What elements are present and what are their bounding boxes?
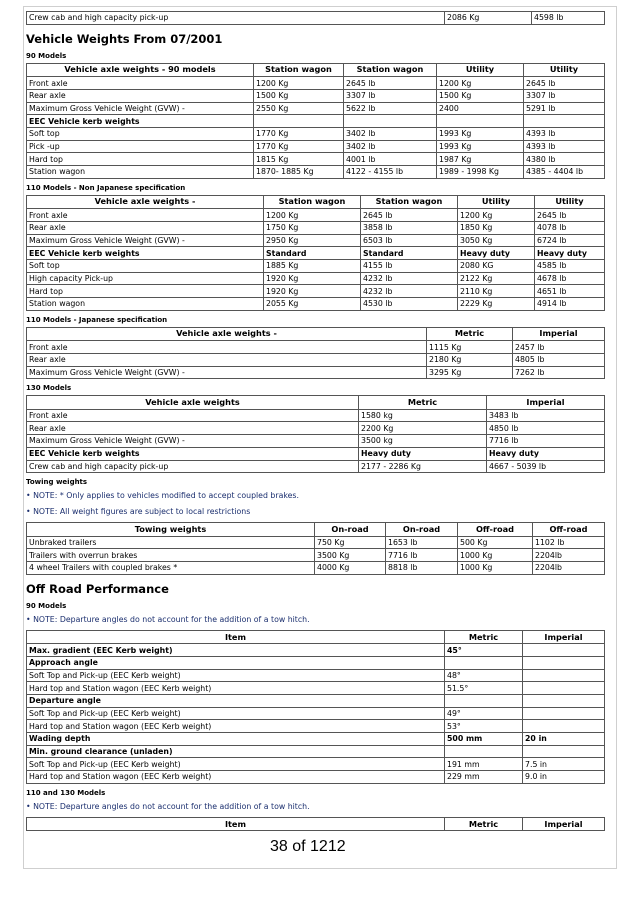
row-label: Trailers with overrun brakes bbox=[27, 549, 315, 562]
row-label: Maximum Gross Vehicle Weight (GVW) - bbox=[27, 435, 359, 448]
value-cell: 3402 lb bbox=[344, 127, 437, 140]
value-cell bbox=[523, 745, 605, 758]
table-row bbox=[27, 209, 605, 222]
value-cell: 2204lb bbox=[533, 562, 605, 575]
table-row bbox=[27, 644, 605, 657]
value-cell: 4078 lb bbox=[535, 221, 605, 234]
row-label: EEC Vehicle kerb weights bbox=[27, 447, 359, 460]
value-cell: 4000 Kg bbox=[315, 562, 386, 575]
value-cell: Standard bbox=[264, 247, 361, 260]
value-cell: 2180 Kg bbox=[427, 353, 513, 366]
note-text: NOTE: Departure angles do not account for the addition of a tow hitch. bbox=[33, 801, 310, 811]
value-cell: 1500 Kg bbox=[437, 89, 524, 102]
value-cell: 2122 Kg bbox=[458, 272, 535, 285]
table-90-models bbox=[26, 63, 605, 179]
value-cell: 2177 - 2286 Kg bbox=[359, 460, 487, 473]
value-cell bbox=[445, 656, 523, 669]
value-cell: 1200 Kg bbox=[264, 209, 361, 222]
table-row bbox=[27, 366, 605, 379]
value-cell bbox=[523, 695, 605, 708]
table-110-japanese bbox=[26, 327, 605, 380]
column-header: Utility bbox=[535, 195, 605, 209]
column-header: Metric bbox=[427, 327, 513, 341]
value-cell: 4393 lb bbox=[524, 140, 605, 153]
value-cell bbox=[523, 720, 605, 733]
table-130-models bbox=[26, 395, 605, 473]
table-row bbox=[27, 127, 605, 140]
value-cell: 1200 Kg bbox=[254, 77, 344, 90]
table-row bbox=[27, 89, 605, 102]
note-text: NOTE: All weight figures are subject to local restrictions bbox=[33, 507, 251, 517]
value-cell: 1993 Kg bbox=[437, 140, 524, 153]
value-cell: 3858 lb bbox=[361, 221, 458, 234]
table-row bbox=[27, 549, 605, 562]
row-label: EEC Vehicle kerb weights bbox=[27, 115, 254, 128]
column-header: Imperial bbox=[513, 327, 605, 341]
table-row bbox=[27, 562, 605, 575]
table-towing bbox=[26, 522, 605, 575]
value-cell: 1102 lb bbox=[533, 536, 605, 549]
empty-cell bbox=[437, 115, 524, 128]
subheading-90-models: 90 Models bbox=[26, 51, 67, 60]
value-cell: 3295 Kg bbox=[427, 366, 513, 379]
row-label: Station wagon bbox=[27, 298, 264, 311]
table-offroad-110-130 bbox=[26, 817, 605, 832]
row-label: Maximum Gross Vehicle Weight (GVW) - bbox=[27, 234, 264, 247]
value-cell: Heavy duty bbox=[535, 247, 605, 260]
row-label: Crew cab and high capacity pick-up bbox=[27, 460, 359, 473]
row-label: Unbraked trailers bbox=[27, 536, 315, 549]
row-label: Hard top and Station wagon (EEC Kerb weight) bbox=[27, 771, 445, 784]
value-cell: 7.5 in bbox=[523, 758, 605, 771]
row-label: Departure angle bbox=[27, 695, 445, 708]
column-header: Item bbox=[27, 817, 445, 831]
column-header: Imperial bbox=[523, 817, 605, 831]
value-cell: 1500 Kg bbox=[254, 89, 344, 102]
value-cell: 2550 Kg bbox=[254, 102, 344, 115]
row-label: Soft Top and Pick-up (EEC Kerb weight) bbox=[27, 669, 445, 682]
table-header-row bbox=[27, 817, 605, 831]
value-cell: 2645 lb bbox=[524, 77, 605, 90]
row-label: Hard top and Station wagon (EEC Kerb weight) bbox=[27, 682, 445, 695]
page-number: 38 of 1212 bbox=[270, 838, 346, 855]
table-row bbox=[27, 656, 605, 669]
value-cell: 1987 Kg bbox=[437, 153, 524, 166]
column-header: Station wagon bbox=[254, 63, 344, 77]
row-label: Maximum Gross Vehicle Weight (GVW) - bbox=[27, 102, 254, 115]
value-cell: 5291 lb bbox=[524, 102, 605, 115]
value-cell bbox=[523, 644, 605, 657]
table-110-models bbox=[26, 195, 605, 311]
value-cell: 5622 lb bbox=[344, 102, 437, 115]
value-cell: 20 in bbox=[523, 733, 605, 746]
value-cell: 4914 lb bbox=[535, 298, 605, 311]
value-cell: 1885 Kg bbox=[264, 259, 361, 272]
table-row bbox=[27, 77, 605, 90]
table-row bbox=[27, 720, 605, 733]
value-cell: 4585 lb bbox=[535, 259, 605, 272]
table-row bbox=[27, 115, 605, 128]
value-cell: Heavy duty bbox=[458, 247, 535, 260]
column-header: Utility bbox=[458, 195, 535, 209]
value-cell bbox=[523, 682, 605, 695]
value-cell: 3483 lb bbox=[487, 409, 605, 422]
row-label: Soft top bbox=[27, 127, 254, 140]
value-cell: 750 Kg bbox=[315, 536, 386, 549]
table-row bbox=[27, 140, 605, 153]
value-cell: 6724 lb bbox=[535, 234, 605, 247]
value-cell: 2229 Kg bbox=[458, 298, 535, 311]
value-cell: 4530 lb bbox=[361, 298, 458, 311]
column-header: Vehicle axle weights - 90 models bbox=[27, 63, 254, 77]
value-cell: 8818 lb bbox=[386, 562, 458, 575]
column-header: Metric bbox=[445, 817, 523, 831]
value-cell: 2110 Kg bbox=[458, 285, 535, 298]
column-header: Metric bbox=[359, 396, 487, 410]
column-header: Off-road bbox=[533, 523, 605, 537]
table-row bbox=[27, 166, 605, 179]
row-label: Soft Top and Pick-up (EEC Kerb weight) bbox=[27, 758, 445, 771]
value-cell: 1770 Kg bbox=[254, 127, 344, 140]
table-row bbox=[27, 341, 605, 354]
value-cell: 4232 lb bbox=[361, 272, 458, 285]
value-cell bbox=[523, 707, 605, 720]
column-header: Metric bbox=[445, 630, 523, 644]
subheading-towing: Towing weights bbox=[26, 478, 88, 487]
value-cell: Heavy duty bbox=[487, 447, 605, 460]
value-cell: 1815 Kg bbox=[254, 153, 344, 166]
value-cell: 2645 lb bbox=[535, 209, 605, 222]
value-cell: 229 mm bbox=[445, 771, 523, 784]
value-cell: 1200 Kg bbox=[437, 77, 524, 90]
table-row bbox=[27, 409, 605, 422]
table-row bbox=[27, 460, 605, 473]
value-cell: 4393 lb bbox=[524, 127, 605, 140]
value-cell: 49° bbox=[445, 707, 523, 720]
note-text: NOTE: Departure angles do not account for the addition of a tow hitch. bbox=[33, 614, 310, 624]
column-header: Imperial bbox=[487, 396, 605, 410]
value-cell bbox=[445, 745, 523, 758]
column-header: Station wagon bbox=[361, 195, 458, 209]
row-label: Station wagon bbox=[27, 166, 254, 179]
row-label: Hard top bbox=[27, 285, 264, 298]
table-row bbox=[27, 536, 605, 549]
table-row bbox=[27, 435, 605, 448]
table-header-row bbox=[27, 523, 605, 537]
value-cell: 9.0 in bbox=[523, 771, 605, 784]
row-label: Maximum Gross Vehicle Weight (GVW) - bbox=[27, 366, 427, 379]
value-cell: 4667 - 5039 lb bbox=[487, 460, 605, 473]
heading-off-road: Off Road Performance bbox=[26, 581, 169, 596]
metric-cell: 2086 Kg bbox=[445, 12, 532, 25]
value-cell: 2204lb bbox=[533, 549, 605, 562]
value-cell: 1000 Kg bbox=[458, 562, 533, 575]
column-header: Vehicle axle weights - bbox=[27, 195, 264, 209]
table-row bbox=[27, 733, 605, 746]
row-label: Front axle bbox=[27, 409, 359, 422]
heading-vehicle-weights: Vehicle Weights From 07/2001 bbox=[26, 31, 223, 46]
value-cell: 3402 lb bbox=[344, 140, 437, 153]
row-label: Front axle bbox=[27, 341, 427, 354]
row-label: Hard top and Station wagon (EEC Kerb weight) bbox=[27, 720, 445, 733]
table-row bbox=[27, 234, 605, 247]
value-cell bbox=[523, 656, 605, 669]
table-row bbox=[27, 758, 605, 771]
note-text: NOTE: * Only applies to vehicles modified to accept coupled brakes. bbox=[33, 491, 299, 501]
empty-cell bbox=[344, 115, 437, 128]
row-label: Crew cab and high capacity pick-up bbox=[27, 12, 445, 25]
table-row bbox=[27, 447, 605, 460]
row-label: High capacity Pick-up bbox=[27, 272, 264, 285]
subheading-130-models: 130 Models bbox=[26, 384, 72, 393]
table-row bbox=[27, 221, 605, 234]
value-cell: 7716 lb bbox=[386, 549, 458, 562]
table-row bbox=[27, 259, 605, 272]
empty-cell bbox=[254, 115, 344, 128]
column-header: On-road bbox=[386, 523, 458, 537]
value-cell: 2950 Kg bbox=[264, 234, 361, 247]
row-label: Wading depth bbox=[27, 733, 445, 746]
value-cell: 4678 lb bbox=[535, 272, 605, 285]
value-cell: 2645 lb bbox=[344, 77, 437, 90]
column-header: On-road bbox=[315, 523, 386, 537]
value-cell: 53° bbox=[445, 720, 523, 733]
table-row bbox=[27, 285, 605, 298]
value-cell: 1920 Kg bbox=[264, 272, 361, 285]
note-local-restrictions: • NOTE: All weight figures are subject to local restrictions bbox=[26, 507, 251, 517]
value-cell: 4385 - 4404 lb bbox=[524, 166, 605, 179]
subheading-110-japanese: 110 Models - Japanese specification bbox=[26, 315, 168, 324]
column-header: Utility bbox=[524, 63, 605, 77]
imperial-cell: 4598 lb bbox=[532, 12, 605, 25]
column-header: Station wagon bbox=[264, 195, 361, 209]
subheading-offroad-90: 90 Models bbox=[26, 601, 67, 610]
value-cell: 2080 KG bbox=[458, 259, 535, 272]
table-offroad-90 bbox=[26, 630, 605, 784]
column-header: Utility bbox=[437, 63, 524, 77]
top-continuation-table bbox=[26, 11, 605, 25]
value-cell: 500 mm bbox=[445, 733, 523, 746]
value-cell: Standard bbox=[361, 247, 458, 260]
table-header-row bbox=[27, 195, 605, 209]
page-content bbox=[26, 11, 604, 831]
table-row bbox=[27, 12, 605, 25]
table-header-row bbox=[27, 630, 605, 644]
row-label: Front axle bbox=[27, 209, 264, 222]
row-label: Soft Top and Pick-up (EEC Kerb weight) bbox=[27, 707, 445, 720]
value-cell: 1750 Kg bbox=[264, 221, 361, 234]
value-cell: 4122 - 4155 lb bbox=[344, 166, 437, 179]
value-cell: 1870- 1885 Kg bbox=[254, 166, 344, 179]
row-label: Rear axle bbox=[27, 353, 427, 366]
value-cell: 1770 Kg bbox=[254, 140, 344, 153]
row-label: Rear axle bbox=[27, 422, 359, 435]
table-row bbox=[27, 745, 605, 758]
value-cell: 1653 lb bbox=[386, 536, 458, 549]
value-cell: 3307 lb bbox=[344, 89, 437, 102]
value-cell: 4001 lb bbox=[344, 153, 437, 166]
column-header: Item bbox=[27, 630, 445, 644]
value-cell: 6503 lb bbox=[361, 234, 458, 247]
table-header-row bbox=[27, 396, 605, 410]
value-cell: 1115 Kg bbox=[427, 341, 513, 354]
row-label: Pick -up bbox=[27, 140, 254, 153]
row-label: Front axle bbox=[27, 77, 254, 90]
column-header: Vehicle axle weights - bbox=[27, 327, 427, 341]
value-cell: 1850 Kg bbox=[458, 221, 535, 234]
row-label: 4 wheel Trailers with coupled brakes * bbox=[27, 562, 315, 575]
column-header: Off-road bbox=[458, 523, 533, 537]
value-cell: 51.5° bbox=[445, 682, 523, 695]
value-cell: 45° bbox=[445, 644, 523, 657]
column-header: Station wagon bbox=[344, 63, 437, 77]
row-label: Rear axle bbox=[27, 221, 264, 234]
value-cell: 2400 bbox=[437, 102, 524, 115]
value-cell: 1989 - 1998 Kg bbox=[437, 166, 524, 179]
value-cell: 4155 lb bbox=[361, 259, 458, 272]
table-row bbox=[27, 771, 605, 784]
subheading-offroad-110-130: 110 and 130 Models bbox=[26, 788, 106, 797]
table-row bbox=[27, 353, 605, 366]
value-cell: 1580 kg bbox=[359, 409, 487, 422]
subheading-110-models: 110 Models - Non Japanese specification bbox=[26, 183, 186, 192]
value-cell bbox=[445, 695, 523, 708]
table-header-row bbox=[27, 63, 605, 77]
value-cell: 4651 lb bbox=[535, 285, 605, 298]
value-cell: 1200 Kg bbox=[458, 209, 535, 222]
note-coupled-brakes: • NOTE: * Only applies to vehicles modified to accept coupled brakes. bbox=[26, 491, 299, 501]
value-cell: 4850 lb bbox=[487, 422, 605, 435]
value-cell: 4232 lb bbox=[361, 285, 458, 298]
note-departure-angles-2: • NOTE: Departure angles do not account for the addition of a tow hitch. bbox=[26, 801, 310, 811]
value-cell: 4380 lb bbox=[524, 153, 605, 166]
value-cell: 2200 Kg bbox=[359, 422, 487, 435]
value-cell: 7716 lb bbox=[487, 435, 605, 448]
value-cell: 3500 kg bbox=[359, 435, 487, 448]
value-cell: 3500 Kg bbox=[315, 549, 386, 562]
value-cell: 3307 lb bbox=[524, 89, 605, 102]
column-header: Vehicle axle weights bbox=[27, 396, 359, 410]
column-header: Towing weights bbox=[27, 523, 315, 537]
value-cell: 191 mm bbox=[445, 758, 523, 771]
table-row bbox=[27, 682, 605, 695]
row-label: Min. ground clearance (unladen) bbox=[27, 745, 445, 758]
table-row bbox=[27, 695, 605, 708]
value-cell: 7262 lb bbox=[513, 366, 605, 379]
value-cell: 1920 Kg bbox=[264, 285, 361, 298]
table-header-row bbox=[27, 327, 605, 341]
row-label: Max. gradient (EEC Kerb weight) bbox=[27, 644, 445, 657]
row-label: EEC Vehicle kerb weights bbox=[27, 247, 264, 260]
row-label: Rear axle bbox=[27, 89, 254, 102]
table-row bbox=[27, 272, 605, 285]
table-row bbox=[27, 669, 605, 682]
value-cell: 3050 Kg bbox=[458, 234, 535, 247]
row-label: Soft top bbox=[27, 259, 264, 272]
value-cell: 500 Kg bbox=[458, 536, 533, 549]
table-row bbox=[27, 102, 605, 115]
table-row bbox=[27, 153, 605, 166]
row-label: Hard top bbox=[27, 153, 254, 166]
column-header: Imperial bbox=[523, 630, 605, 644]
value-cell: 1000 Kg bbox=[458, 549, 533, 562]
table-row bbox=[27, 422, 605, 435]
value-cell: Heavy duty bbox=[359, 447, 487, 460]
table-row bbox=[27, 707, 605, 720]
row-label: Approach angle bbox=[27, 656, 445, 669]
value-cell: 1993 Kg bbox=[437, 127, 524, 140]
note-departure-angles: • NOTE: Departure angles do not account for the addition of a tow hitch. bbox=[26, 614, 310, 624]
table-row bbox=[27, 247, 605, 260]
value-cell: 4805 lb bbox=[513, 353, 605, 366]
empty-cell bbox=[524, 115, 605, 128]
value-cell: 2055 Kg bbox=[264, 298, 361, 311]
value-cell bbox=[523, 669, 605, 682]
value-cell: 2457 lb bbox=[513, 341, 605, 354]
value-cell: 48° bbox=[445, 669, 523, 682]
table-row bbox=[27, 298, 605, 311]
value-cell: 2645 lb bbox=[361, 209, 458, 222]
